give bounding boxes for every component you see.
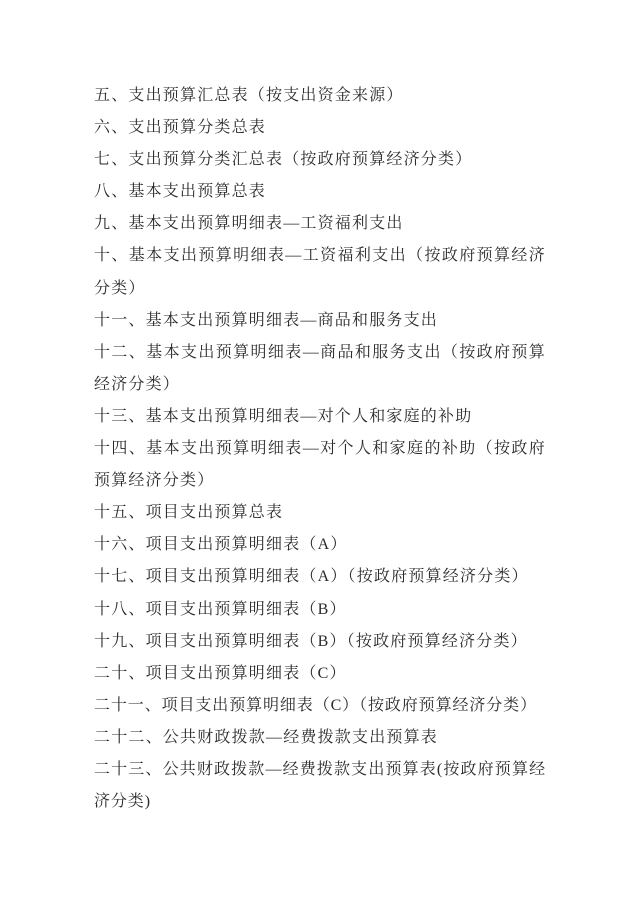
list-item: 十九、项目支出预算明细表（B）（按政府预算经济分类） xyxy=(94,632,528,650)
list-item: 十二、基本支出预算明细表—商品和服务支出（按政府预算经济分类） xyxy=(94,343,546,393)
list-item: 二十、项目支出预算明细表（C） xyxy=(94,664,347,682)
list-item: 十七、项目支出预算明细表（A）（按政府预算经济分类） xyxy=(94,568,529,586)
list-item: 十八、项目支出预算明细表（B） xyxy=(94,600,347,618)
list-item: 五、支出预算汇总表（按支出资金来源） xyxy=(94,87,404,104)
list-item: 十、基本支出预算明细表—工资福利支出（按政府预算经济分类） xyxy=(94,247,546,297)
list-item: 二十三、公共财政拨款—经费拨款支出预算表(按政府预算经济分类) xyxy=(94,760,546,811)
list-item: 十四、基本支出预算明细表—对个人和家庭的补助（按政府预算经济分类） xyxy=(94,440,546,490)
list-item: 二十二、公共财政拨款—经费拨款支出预算表 xyxy=(94,728,439,746)
list-item: 九、基本支出预算明细表—工资福利支出 xyxy=(94,215,404,233)
table-list xyxy=(94,80,546,818)
list-item: 十三、基本支出预算明细表—对个人和家庭的补助 xyxy=(94,407,473,425)
list-item: 十一、基本支出预算明细表—商品和服务支出 xyxy=(94,311,439,329)
list-item: 七、支出预算分类汇总表（按政府预算经济分类） xyxy=(94,151,473,169)
list-item: 二十一、项目支出预算明细表（C）（按政府预算经济分类） xyxy=(94,696,537,714)
list-item: 十六、项目支出预算明细表（A） xyxy=(94,536,348,554)
list-item: 八、基本支出预算总表 xyxy=(94,183,267,201)
list-item: 十五、项目支出预算总表 xyxy=(94,504,284,522)
list-item: 六、支出预算分类总表 xyxy=(94,119,267,137)
